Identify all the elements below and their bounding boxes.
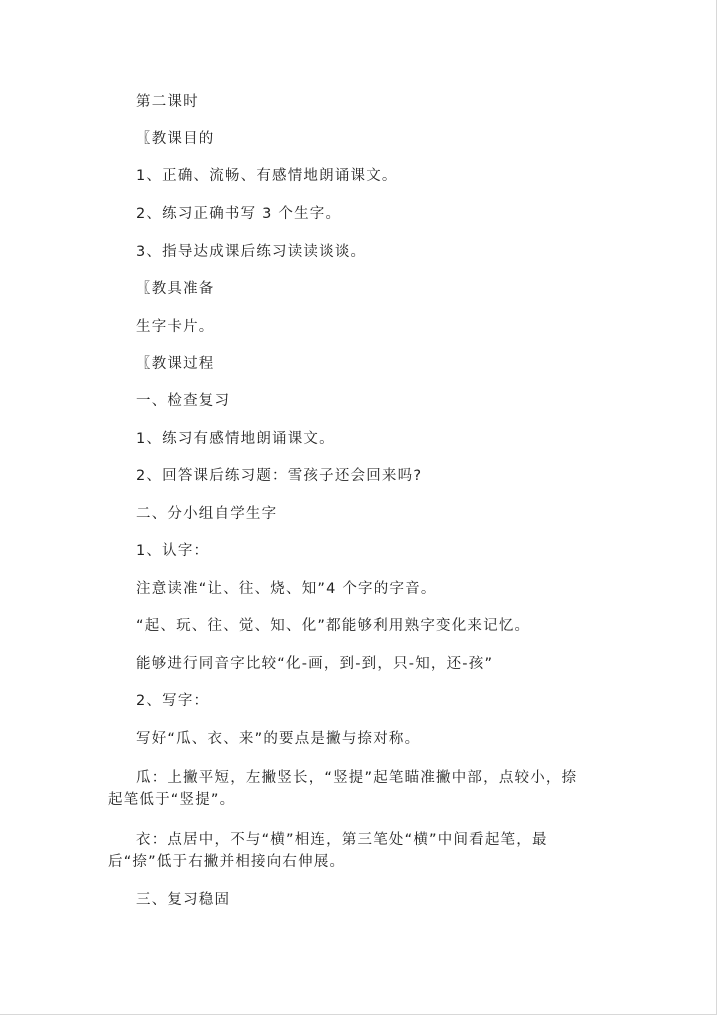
goal-item: 3、指导达成课后练习读读谈谈。 <box>136 244 367 260</box>
write-heading: 2、写字： <box>136 693 210 709</box>
materials-text: 生字卡片。 <box>136 319 215 335</box>
lesson-title: 第二课时 <box>136 94 199 110</box>
section-title: 一、检查复习 <box>136 393 231 409</box>
section-title: 二、分小组自学生字 <box>136 506 278 522</box>
recognize-heading: 1、认字： <box>136 543 210 559</box>
recognize-line: 能够进行同音字比较“化-画，到-到，只-知，还-孩” <box>136 656 494 672</box>
recognize-line: “起、玩、往、觉、知、化”都能够利用熟字变化来记忆。 <box>136 618 531 634</box>
write-gua-paragraph: 瓜：上撇平短，左撇竖长，“竖提”起笔瞄准撇中部，点较小，捺起笔低于“竖提”。 <box>108 770 578 808</box>
materials-heading: 〖教具准备 <box>136 281 215 297</box>
review-item: 1、练习有感情地朗诵课文。 <box>136 431 335 447</box>
process-heading: 〖教课过程 <box>136 356 215 372</box>
write-intro: 写好“瓜、衣、来”的要点是撇与捺对称。 <box>136 731 421 747</box>
write-yi-paragraph: 衣：点居中，不与“横”相连，第三笔处“横”中间看起笔，最后“捺”低于右撇并相接向右伸展。 <box>108 832 548 870</box>
goals-heading: 〖教课目的 <box>136 131 215 147</box>
recognize-line: 注意读准“让、往、烧、知”4 个字的字音。 <box>136 581 437 597</box>
section-title: 三、复习稳固 <box>136 892 231 908</box>
goal-item: 1、正确、流畅、有感情地朗诵课文。 <box>136 168 398 184</box>
goal-item: 2、练习正确书写 3 个生字。 <box>136 206 342 222</box>
review-item: 2、回答课后练习题：雪孩子还会回来吗? <box>136 468 423 484</box>
